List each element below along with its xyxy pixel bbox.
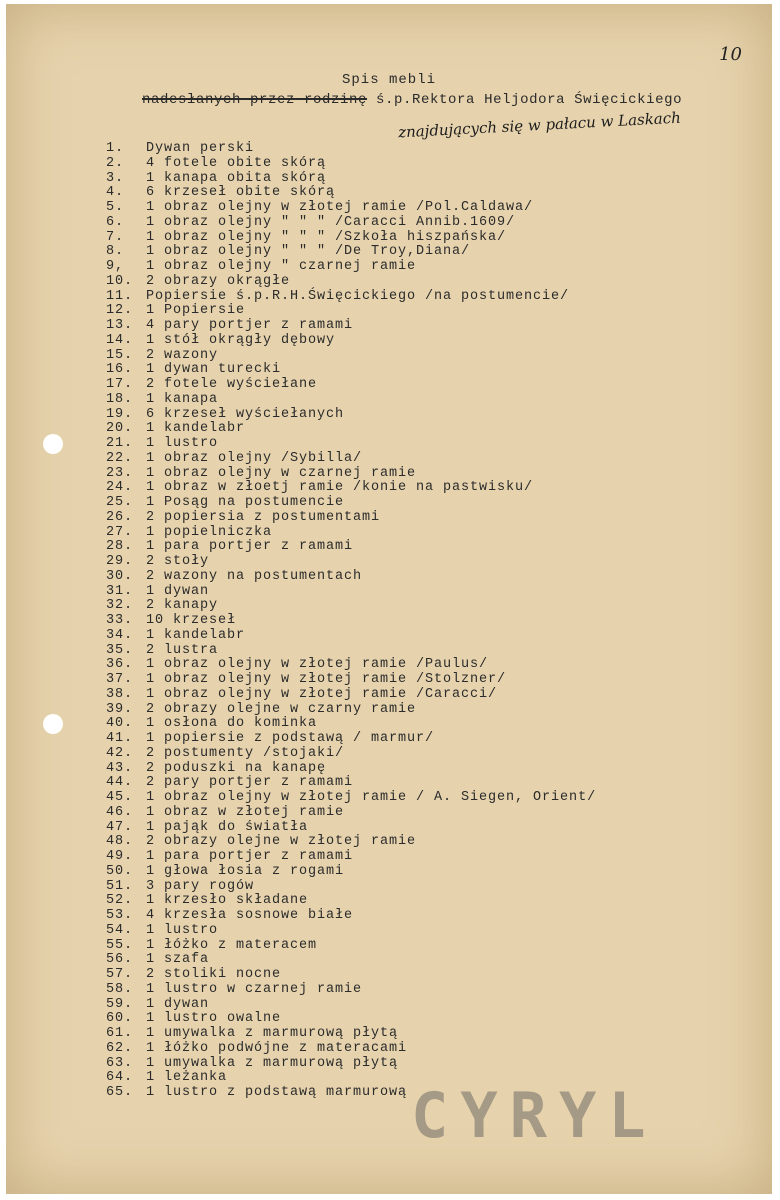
- item-text: Popiersie ś.p.R.H.Święcickiego /na postumencie/: [146, 288, 570, 304]
- item-text: 1 obraz olejny " czarnej ramie: [146, 259, 417, 274]
- list-item: [106, 142, 752, 157]
- list-item: [106, 1027, 752, 1042]
- list-item: [106, 422, 752, 437]
- item-number: 47.: [106, 819, 134, 835]
- item-text: 1 szafa: [146, 952, 210, 968]
- subtitle-text: ś.p.Rektora Heljodora Święcickiego: [367, 92, 683, 108]
- item-text: 1 kanapa obita skórą: [146, 170, 327, 186]
- item-number: 22.: [106, 450, 134, 466]
- item-number: 29.: [106, 554, 134, 569]
- list-item: [106, 717, 752, 732]
- list-item: [106, 437, 752, 452]
- item-text: 1 kanapa: [146, 391, 219, 407]
- list-item: [106, 349, 752, 364]
- item-number: 46.: [106, 804, 134, 820]
- item-text: 1 popiersie z podstawą / marmur/: [146, 731, 435, 746]
- list-item: [106, 953, 752, 968]
- item-number: 21.: [106, 436, 134, 451]
- list-item: [106, 703, 752, 718]
- item-number: 49.: [106, 849, 134, 864]
- item-text: 6 krzeseł obite skórą: [146, 185, 336, 201]
- item-text: 2 postumenty /stojaki/: [146, 745, 345, 761]
- item-text: 1 obraz olejny w złotej ramie /Pol.Caldawa/: [146, 200, 534, 215]
- item-text: 2 popiersia z postumentami: [146, 509, 381, 525]
- item-text: 1 dywan turecki: [146, 362, 282, 378]
- list-item: [106, 732, 752, 747]
- item-text: 1 obraz olejny " " " /De Troy,Diana/: [146, 244, 471, 260]
- item-text: 1 obraz w złotej ramie: [146, 804, 345, 820]
- list-item: [106, 526, 752, 541]
- list-item: [106, 585, 752, 600]
- item-number: 58.: [106, 981, 134, 997]
- page-number: 10: [719, 44, 742, 65]
- item-number: 17.: [106, 377, 134, 392]
- item-text: 1 umywalka z marmurową płytą: [146, 1026, 399, 1041]
- list-item: [106, 408, 752, 423]
- item-text: 1 dywan: [146, 996, 210, 1012]
- list-item: [106, 983, 752, 998]
- list-item: [106, 850, 752, 865]
- item-text: 1 obraz olejny w czarnej ramie: [146, 465, 417, 481]
- item-number: 7.: [106, 229, 125, 245]
- list-item: [106, 821, 752, 836]
- list-item: [106, 481, 752, 496]
- item-number: 3.: [106, 170, 125, 186]
- item-text: 2 wazony na postumentach: [146, 568, 363, 584]
- item-text: 4 fotele obite skórą: [146, 155, 327, 171]
- list-item: [106, 231, 752, 246]
- item-number: 63.: [106, 1055, 134, 1071]
- item-text: 10 krzeseł: [146, 613, 237, 628]
- item-number: 2.: [106, 155, 125, 171]
- item-number: 31.: [106, 583, 134, 599]
- list-item: [106, 540, 752, 555]
- list-item: [106, 496, 752, 511]
- list-item: [106, 776, 752, 791]
- item-text: 1 łóżko z materacem: [146, 937, 318, 953]
- list-item: [106, 762, 752, 777]
- item-number: 25.: [106, 495, 134, 510]
- list-item: [106, 393, 752, 408]
- item-text: 1 obraz olejny w złotej ramie /Paulus/: [146, 657, 489, 673]
- item-number: 61.: [106, 1026, 134, 1041]
- item-text: 2 stoliki nocne: [146, 967, 282, 982]
- item-number: 33.: [106, 613, 134, 628]
- list-item: [106, 378, 752, 393]
- item-number: 64.: [106, 1070, 134, 1086]
- item-text: 1 obraz olejny " " " /Caracci Annib.1609/: [146, 214, 516, 230]
- item-text: 1 Posąg na postumencie: [146, 495, 345, 510]
- item-text: 1 obraz olejny /Sybilla/: [146, 450, 363, 466]
- list-item: [106, 924, 752, 939]
- item-text: 1 para portjer z ramami: [146, 539, 354, 555]
- document-subtitle: [142, 92, 682, 108]
- item-number: 1.: [106, 141, 125, 156]
- list-item: [106, 658, 752, 673]
- item-number: 10.: [106, 273, 134, 289]
- item-number: 8.: [106, 244, 125, 260]
- list-item: [106, 1012, 752, 1027]
- list-item: [106, 334, 752, 349]
- list-item: [106, 216, 752, 231]
- list-item: [106, 467, 752, 482]
- item-number: 39.: [106, 701, 134, 717]
- item-number: 11.: [106, 288, 134, 304]
- item-text: 1 głowa łosia z rogami: [146, 863, 345, 879]
- item-number: 35.: [106, 642, 134, 658]
- item-text: 1 lustro: [146, 436, 219, 451]
- list-item: [106, 880, 752, 895]
- item-text: 1 pająk do światła: [146, 819, 309, 835]
- item-text: 2 poduszki na kanapę: [146, 760, 327, 776]
- item-number: 5.: [106, 200, 125, 215]
- item-text: 1 obraz olejny w złotej ramie / A. Siegen, Orient/: [146, 790, 597, 805]
- item-text: 1 kandelabr: [146, 627, 246, 643]
- list-item: [106, 319, 752, 334]
- item-number: 14.: [106, 332, 134, 348]
- item-text: Dywan perski: [146, 141, 255, 156]
- list-item: [106, 998, 752, 1013]
- item-number: 36.: [106, 657, 134, 673]
- list-item: [106, 304, 752, 319]
- item-number: 65.: [106, 1085, 134, 1100]
- item-text: 1 obraz olejny " " " /Szkoła hiszpańska/: [146, 229, 507, 245]
- punch-hole: [43, 714, 63, 734]
- item-number: 13.: [106, 318, 134, 333]
- list-item: [106, 511, 752, 526]
- item-text: 1 osłona do kominka: [146, 716, 318, 732]
- item-number: 15.: [106, 347, 134, 363]
- list-item: [106, 275, 752, 290]
- archive-watermark: CYRYL: [411, 1079, 658, 1152]
- item-number: 40.: [106, 716, 134, 732]
- item-number: 6.: [106, 214, 125, 230]
- item-number: 42.: [106, 745, 134, 761]
- item-number: 44.: [106, 775, 134, 791]
- list-item: [106, 290, 752, 305]
- item-text: 1 obraz olejny w złotej ramie /Stolzner/: [146, 672, 507, 687]
- item-text: 1 krzesło składane: [146, 893, 309, 909]
- item-text: 1 popielniczka: [146, 524, 273, 540]
- item-text: 2 obrazy olejne w złotej ramie: [146, 834, 417, 850]
- item-text: 1 dywan: [146, 583, 210, 599]
- list-item: [106, 172, 752, 187]
- list-item: [106, 747, 752, 762]
- list-item: [106, 363, 752, 378]
- punch-hole: [43, 434, 63, 454]
- list-item: [106, 245, 752, 260]
- item-number: 50.: [106, 863, 134, 879]
- item-text: 1 Popiersie: [146, 303, 246, 319]
- list-item: [106, 806, 752, 821]
- item-number: 45.: [106, 790, 134, 805]
- item-number: 4.: [106, 185, 125, 201]
- item-text: 4 pary portjer z ramami: [146, 318, 354, 333]
- item-number: 59.: [106, 996, 134, 1012]
- item-number: 56.: [106, 952, 134, 968]
- list-item: [106, 201, 752, 216]
- list-item: [106, 673, 752, 688]
- item-text: 2 obrazy olejne w czarny ramie: [146, 701, 417, 717]
- item-number: 23.: [106, 465, 134, 481]
- item-text: 1 lustro w czarnej ramie: [146, 981, 363, 997]
- item-text: 1 stół okrągły dębowy: [146, 332, 336, 348]
- list-item: [106, 968, 752, 983]
- item-text: 1 lustro owalne: [146, 1011, 282, 1027]
- list-item: [106, 260, 752, 275]
- item-text: 2 pary portjer z ramami: [146, 775, 354, 791]
- list-item: [106, 614, 752, 629]
- item-number: 53.: [106, 908, 134, 923]
- document-page: [6, 4, 772, 1194]
- list-item: [106, 909, 752, 924]
- item-number: 24.: [106, 480, 134, 496]
- item-number: 27.: [106, 524, 134, 540]
- item-text: 1 kandelabr: [146, 421, 246, 437]
- list-item: [106, 688, 752, 703]
- list-item: [106, 452, 752, 467]
- item-number: 57.: [106, 967, 134, 982]
- item-text: 6 krzeseł wyściełanych: [146, 406, 345, 422]
- item-number: 20.: [106, 421, 134, 437]
- item-number: 55.: [106, 937, 134, 953]
- list-item: [106, 629, 752, 644]
- struck-through-text: nadesłanych przez rodzinę: [142, 92, 368, 108]
- item-number: 12.: [106, 303, 134, 319]
- list-item: [106, 555, 752, 570]
- item-number: 30.: [106, 568, 134, 584]
- item-number: 62.: [106, 1040, 134, 1056]
- list-item: [106, 791, 752, 806]
- item-number: 54.: [106, 922, 134, 938]
- item-text: 1 para portjer z ramami: [146, 849, 354, 864]
- list-item: [106, 644, 752, 659]
- item-number: 19.: [106, 406, 134, 422]
- list-item: [106, 865, 752, 880]
- item-number: 38.: [106, 686, 134, 702]
- item-number: 16.: [106, 362, 134, 378]
- item-number: 34.: [106, 627, 134, 643]
- item-text: 1 lustro z podstawą marmurową: [146, 1085, 408, 1100]
- item-text: 2 kanapy: [146, 598, 219, 614]
- list-item: [106, 157, 752, 172]
- item-number: 43.: [106, 760, 134, 776]
- handwritten-note: znajdujących się w pałacu w Laskach: [397, 108, 682, 142]
- item-text: 1 łóżko podwójne z materacami: [146, 1040, 408, 1056]
- item-text: 2 obrazy okrągłe: [146, 273, 291, 289]
- list-item: [106, 1057, 752, 1072]
- furniture-list: [106, 142, 752, 1101]
- item-text: 1 lustro: [146, 922, 219, 938]
- document-title: Spis mebli: [341, 72, 436, 88]
- list-item: [106, 835, 752, 850]
- item-number: 26.: [106, 509, 134, 525]
- item-text: 1 umywalka z marmurową płytą: [146, 1055, 399, 1071]
- item-text: 2 lustra: [146, 642, 219, 658]
- item-number: 37.: [106, 672, 134, 687]
- item-number: 48.: [106, 834, 134, 850]
- item-text: 2 wazony: [146, 347, 219, 363]
- list-item: [106, 186, 752, 201]
- item-number: 41.: [106, 731, 134, 746]
- item-number: 60.: [106, 1011, 134, 1027]
- item-text: 1 obraz olejny w złotej ramie /Caracci/: [146, 686, 498, 702]
- list-item: [106, 1042, 752, 1057]
- item-number: 18.: [106, 391, 134, 407]
- item-text: 1 obraz w złoetj ramie /konie na pastwisku/: [146, 480, 534, 496]
- item-number: 32.: [106, 598, 134, 614]
- list-item: [106, 570, 752, 585]
- list-item: [106, 894, 752, 909]
- item-text: 1 leżanka: [146, 1070, 228, 1086]
- item-text: 2 stoły: [146, 554, 210, 569]
- item-text: 2 fotele wyściełane: [146, 377, 318, 392]
- list-item: [106, 939, 752, 954]
- item-number: 9,: [106, 259, 125, 274]
- item-number: 28.: [106, 539, 134, 555]
- item-number: 51.: [106, 878, 134, 894]
- item-text: 3 pary rogów: [146, 878, 255, 894]
- item-text: 4 krzesła sosnowe białe: [146, 908, 354, 923]
- item-number: 52.: [106, 893, 134, 909]
- list-item: [106, 599, 752, 614]
